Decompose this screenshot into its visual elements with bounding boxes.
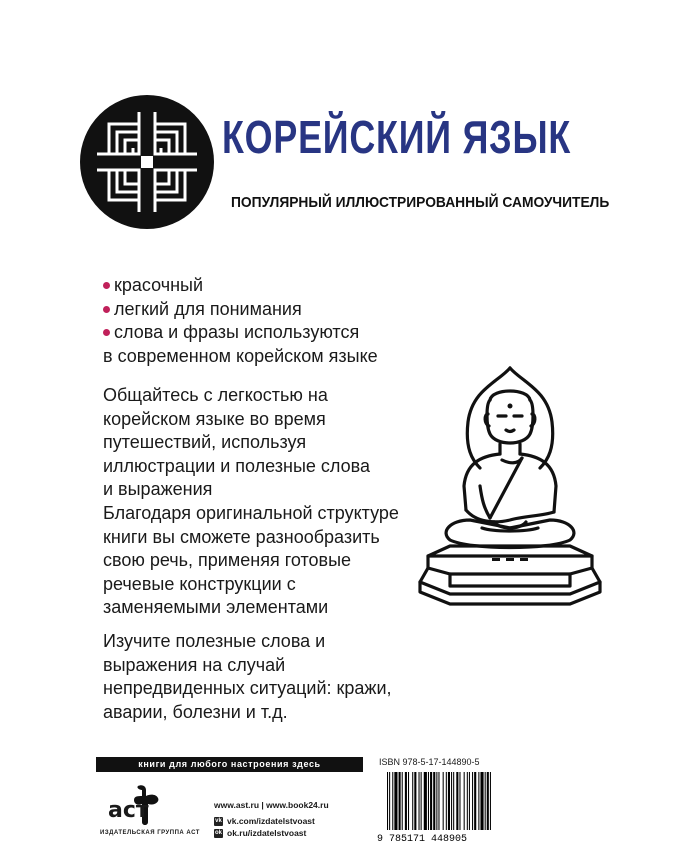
publisher-label: ИЗДАТЕЛЬСКАЯ ГРУППА АСТ	[100, 830, 200, 836]
slogan-banner: книги для любого настроения здесь	[96, 757, 363, 772]
feature-list	[103, 274, 378, 368]
bullet-icon	[103, 329, 110, 336]
barcode-digits: 9 785171 448905	[377, 834, 468, 844]
website-links[interactable]: www.ast.ru | www.book24.ru	[214, 800, 329, 810]
list-item: слова и фразы используются	[103, 321, 378, 345]
bullet-icon	[103, 306, 110, 313]
paragraph-structure: Благодаря оригинальной структуре книги вы сможете разнообразить свою речь, применяя готовые речевые конструкции с заменяемыми элементами	[103, 503, 399, 617]
list-item: легкий для понимания	[103, 298, 378, 322]
list-item-continuation: в современном корейском языке	[103, 345, 378, 366]
publisher-logo-text: аст	[108, 798, 149, 823]
subtitle: ПОПУЛЯРНЫЙ ИЛЛЮСТРИРОВАННЫЙ САМОУЧИТЕЛЬ	[231, 194, 610, 211]
vk-icon: vk	[215, 818, 222, 824]
buddha-illustration-icon	[410, 360, 610, 620]
barcode	[375, 770, 515, 844]
knot-emblem-icon	[79, 94, 215, 230]
vk-link[interactable]: vk vk.com/izdatelstvoast	[215, 816, 315, 826]
bullet-icon	[103, 282, 110, 289]
list-item: красочный	[103, 274, 378, 298]
ok-link[interactable]: ok ok.ru/izdatelstvoast	[214, 828, 307, 838]
page-title: КОРЕЙСКИЙ ЯЗЫК	[222, 111, 572, 163]
paragraph-communicate: Общайтесь с легкостью на корейском языке во время путешествий, используя иллюстрации и полезные слова и выражения	[103, 385, 371, 499]
publisher-logo	[108, 782, 164, 828]
paragraph-situations: Изучите полезные слова и выражения на случай непредвиденных ситуаций: кражи, аварии, болезни и т.д.	[103, 631, 392, 722]
ok-icon: ok	[214, 830, 222, 836]
isbn: ISBN 978-5-17-144890-5	[379, 757, 480, 767]
